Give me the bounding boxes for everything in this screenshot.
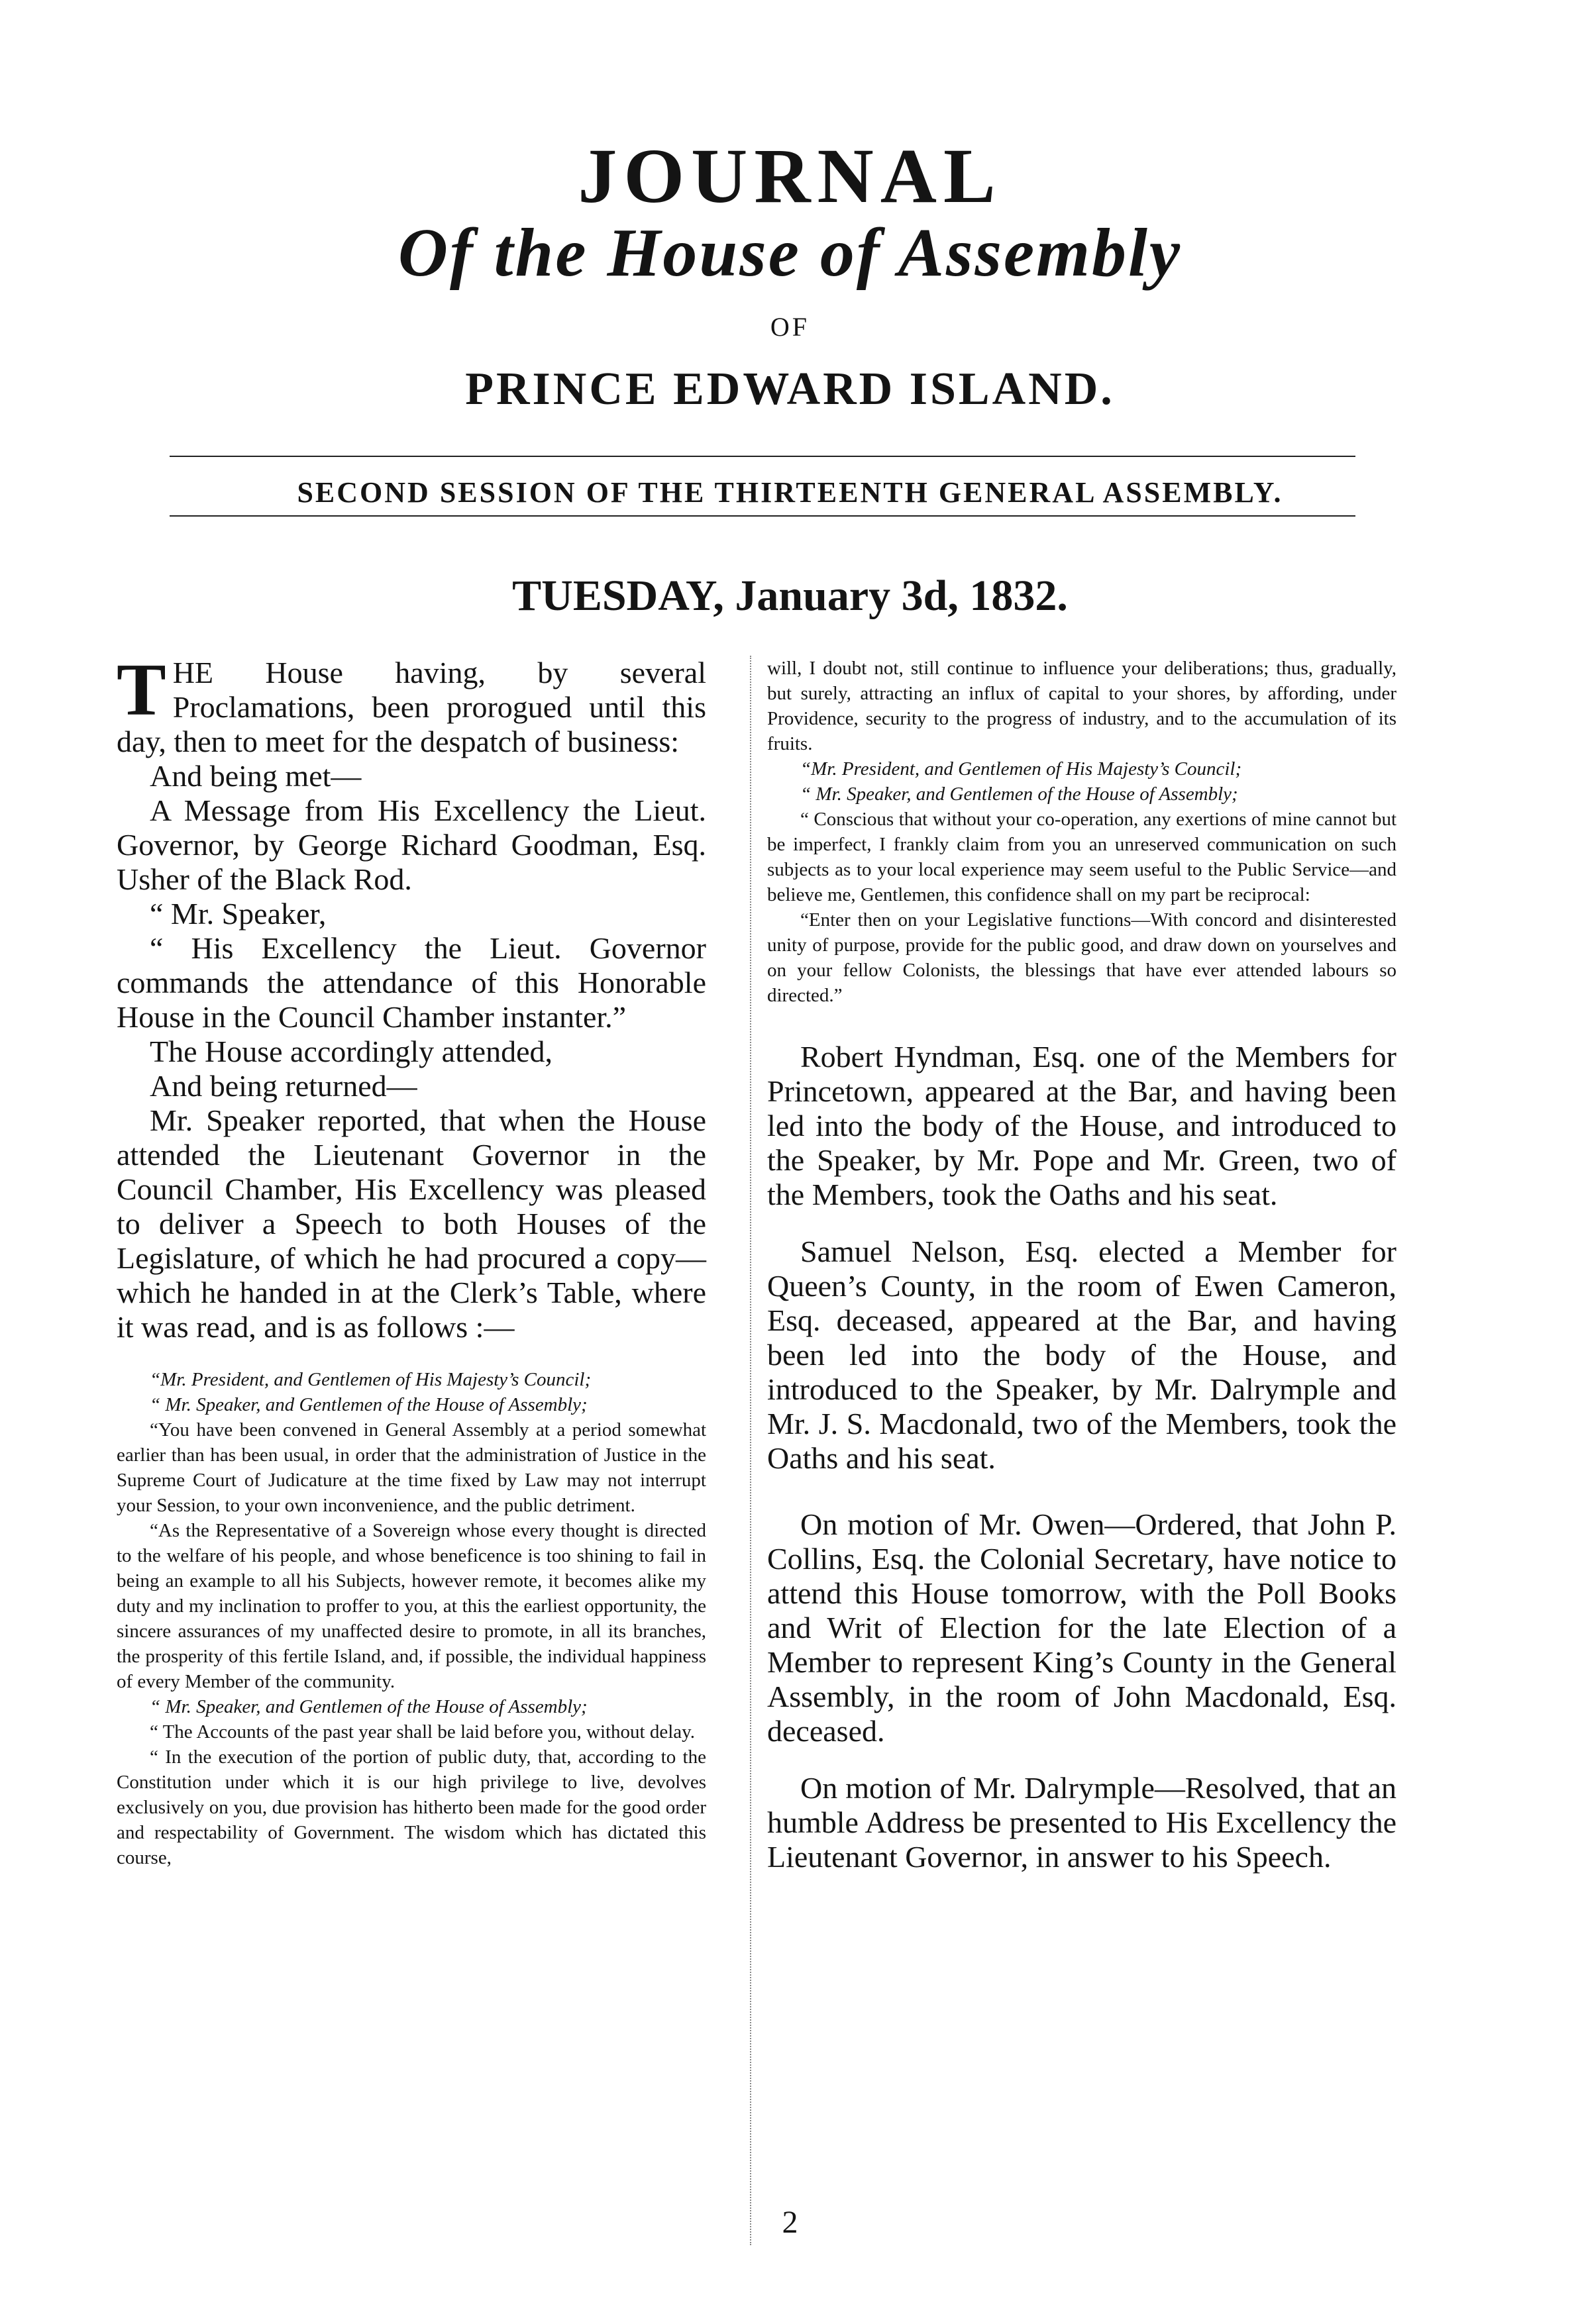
speech-address: “ Mr. Speaker, and Gentlemen of the House of Assembly;: [800, 783, 1238, 805]
page-number: 2: [782, 2205, 798, 2240]
paragraph: Robert Hyndman, Esq. one of the Members for Princetown, appeared at the Bar, and having been led into the body of the House, and introduced to the Speaker, by Mr. Pope and Mr. Green, two of the Members, took the Oaths and his seat.: [767, 1040, 1396, 1211]
paragraph: On motion of Mr. Owen—Ordered, that John P. Collins, Esq. the Colonial Secretary, have notice to attend this House tomorrow, with the Poll Books and Writ of Election for the late Election of a Member to represent King’s County in the General Assembly, in the room of John Macdonald, Esq. deceased.: [767, 1507, 1396, 1748]
paragraph: Samuel Nelson, Esq. elected a Member for Queen’s County, in the room of Ewen Cameron, Esq. deceased, appeared at the Bar, and having been led into the body of the House, and introduced to the Speaker, by Mr. Dalrymple and Mr. J. S. Macdonald, two of the Members, took the Oaths and his seat.: [767, 1235, 1396, 1475]
paragraph: “ Mr. Speaker,: [150, 897, 327, 931]
top-rule: [170, 456, 1355, 457]
paragraph: Mr. Speaker reported, that when the House attended the Lieutenant Governor in the Council Chamber, His Excellency was pleased to deliver a Speech to both Houses of the Legislature, of which he had procured a copy—which he handed in at the Clerk’s Table, where it was read, and is as follows :—: [117, 1103, 706, 1344]
speech-address: “ Mr. Speaker, and Gentlemen of the House of Assembly;: [150, 1394, 588, 1415]
session-heading: SECOND SESSION OF THE THIRTEENTH GENERAL ASSEMBLY.: [297, 476, 1283, 509]
speech-address: “Mr. President, and Gentlemen of His Majesty’s Council;: [150, 1369, 592, 1390]
intro-paragraph: [117, 649, 706, 759]
paragraph: On motion of Mr. Dalrymple—Resolved, that an humble Address be presented to His Excellency the Lieutenant Governor, in answer to his Speech.: [767, 1771, 1396, 1874]
speech-address: “ Mr. Speaker, and Gentlemen of the House of Assembly;: [150, 1696, 588, 1717]
speech-paragraph: will, I doubt not, still continue to influence your deliberations; thus, gradually, but surely, attracting an influx of capital to your shores, by affording, under Providence, security to the progress of industry, and to the accumulation of its fruits.: [767, 658, 1396, 754]
journal-subtitle: Of the House of Assembly: [397, 215, 1183, 291]
title-of: OF: [770, 312, 810, 342]
intro-text: HE House having, by several Proclamations, been prorogued until this day, then to meet for the despatch of business:: [117, 656, 706, 758]
paragraph: “ His Excellency the Lieut. Governor commands the attendance of this Honorable House in the Council Chamber instanter.”: [117, 931, 706, 1034]
journal-title: JOURNAL: [578, 132, 1002, 219]
paragraph: And being returned—: [150, 1069, 417, 1103]
date-heading: TUESDAY, January 3d, 1832.: [512, 572, 1068, 620]
column-divider: [750, 656, 751, 2245]
paragraph: And being met—: [150, 759, 362, 793]
speech-paragraph: “ Conscious that without your co-operation, any exertions of mine cannot but be imperfect, I frankly claim from you an unreserved communication on such subjects as to your local experience may seem useful to the Public Service—and believe me, Gentlemen, this confidence shall on my part be reciprocal:: [767, 809, 1396, 905]
speech-address: “Mr. President, and Gentlemen of His Majesty’s Council;: [800, 758, 1242, 780]
right-column: [767, 656, 1396, 1874]
paragraph: A Message from His Excellency the Lieut. Governor, by George Richard Goodman, Esq. Usher of the Black Rod.: [117, 793, 706, 896]
drop-cap: T: [117, 649, 166, 731]
bottom-rule: [170, 515, 1355, 517]
speech-paragraph: “As the Representative of a Sovereign whose every thought is directed to the welfare of his people, and whose beneficence is too shining to fail in being an example to all his Subjects, however remote, it becomes alike my duty and my inclination to proffer to you, at this the earliest opportunity, the sincere assurances of my unaffected desire to promote, in all its branches, the prosperity of this fertile Island, and, if possible, the individual happiness of every Member of the community.: [117, 1520, 706, 1692]
speech-paragraph: “Enter then on your Legislative functions—With concord and disinterested unity of purpose, provide for the public good, and draw down on yourselves and on your fellow Colonists, the blessings that have ever attended labours so directed.”: [767, 909, 1396, 1006]
paragraph: The House accordingly attended,: [150, 1035, 553, 1068]
place-heading: PRINCE EDWARD ISLAND.: [465, 364, 1115, 415]
speech-paragraph: “ In the execution of the portion of public duty, that, according to the Constitution under which it is our high privilege to live, devolves exclusively on you, due provision has hitherto been made for the good order and respectability of Government. The wisdom which has dictated this course,: [117, 1746, 706, 1868]
left-column: [117, 649, 706, 1870]
speech-paragraph: “You have been convened in General Assembly at a period somewhat earlier than has been usual, in order that the administration of Justice in the Supreme Court of Judicature at the time fixed by Law may not interrupt your Session, to your own inconvenience, and the public detriment.: [117, 1419, 706, 1516]
speech-paragraph: “ The Accounts of the past year shall be laid before you, without delay.: [150, 1721, 696, 1743]
